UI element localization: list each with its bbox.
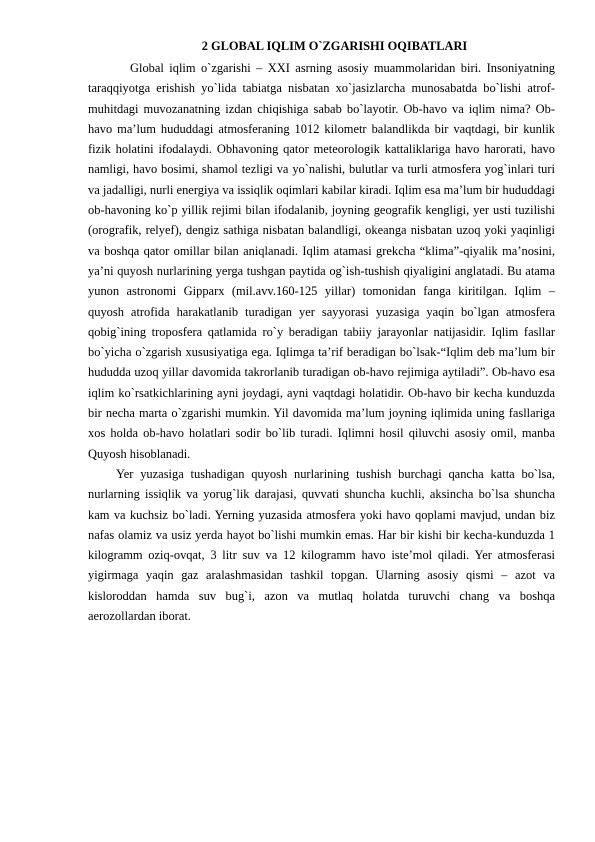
- paragraph-2: Yer yuzasiga tushadigan quyosh nurlarining tushish burchagi qancha katta bo`lsa, nurlarning issiqlik va yorug`lik darajasi, quvvati shuncha kuchli, aksincha bo`lsa shuncha kam va kuchsiz bo`ladi. Yerning yuzasida atmosfera yoki havo qoplami mavjud, undan biz nafas olamiz va usiz yerda hayot bo`lishi mumkin emas. Har bir kishi bir kecha-kunduzda 1 kilogramm oziq-ovqat, 3 litr suv va 12 kilogramm havo iste’mol qiladi. Yer atmosferasi yigirmaga yaqin gaz aralashmasidan tashkil topgan. Ularning asosiy qismi – azot va kisloroddan hamda suv bug`i, azon va mutlaq holatda turuvchi chang va boshqa aerozollardan iborat.: [88, 466, 555, 624]
- paragraph-1: Global iqlim o`zgarishi – XXI asrning asosiy muammolaridan biri. Insoniyatning taraqqiyotga erishish yo`lida tabiatga nisbatan xo`jasizlarcha munosabatda bo`lishi atrof-muhitdagi muvozanatning izdan chiqishiga sabab bo`layotir. Ob-havo va iqlim nima? Ob-havo ma’lum hududdagi atmosferaning 1012 kilometr balandlikda bir vaqtdagi, bir kunlik fizik holatini ifodalaydi. Obhavoning qator meteorologik kattaliklariga havo harorati, havo namligi, havo bosimi, shamol tezligi va yo`nalishi, bulutlar va turli atmosfera yog`inlari turi va jadalligi, nurli energiya va issiqlik oqimlari kabilar kiradi. Iqlim esa ma’lum bir hududdagi ob-havoning ko`p yillik rejimi bilan ifodalanib, joyning geografik kengligi, yer usti tuzilishi (orografik, relyef), dengiz sathiga nisbatan balandligi, okeanga nisbatan uzoq yoki yaqinligi va boshqa qator omillar bilan aniqlanadi. Iqlim atamasi grekcha “klima”-qiyalik ma’nosini, ya’ni quyosh nurlarining yerga tushgan paytida og`ish-tushish qiyaligini anglatadi. Bu atama yunon astronomi Gipparx (mil.avv.160-125 yillar) tomonidan fanga kiritilgan. Iqlim – quyosh atrofida harakatlanib turadigan yer sayyorasi yuzasiga yaqin bo`lgan atmosfera qobig`ining troposfera qatlamida ro`y beradigan tabiiy jarayonlar natijasidir. Iqlim fasllar bo`yicha o`zgarish xususiyatiga ega. Iqlimga ta’rif beradigan bo`lsak-“Iqlim deb ma’lum bir hududda uzoq yillar davomida takrorlanib turadigan ob-havo rejimiga aytiladi”. Ob-havo esa iqlim ko`rsatkichlarining ayni joydagi, ayni vaqtdagi holatidir. Ob-havo bir kecha kunduzda bir necha marta o`zgarishi mumkin. Yil davomida ma’lum joyning iqlimida uning fasllariga xos holda ob-havo holatlari sodir bo`lib turadi. Iqlimni hosil qiluvchi asosiy omil, manba Quyosh hisoblanadi.: [88, 61, 555, 461]
- document-page: [88, 38, 555, 626]
- section-heading: 2 GLOBAL IQLIM O`ZGARISHI OQIBATLARI: [201, 39, 468, 53]
